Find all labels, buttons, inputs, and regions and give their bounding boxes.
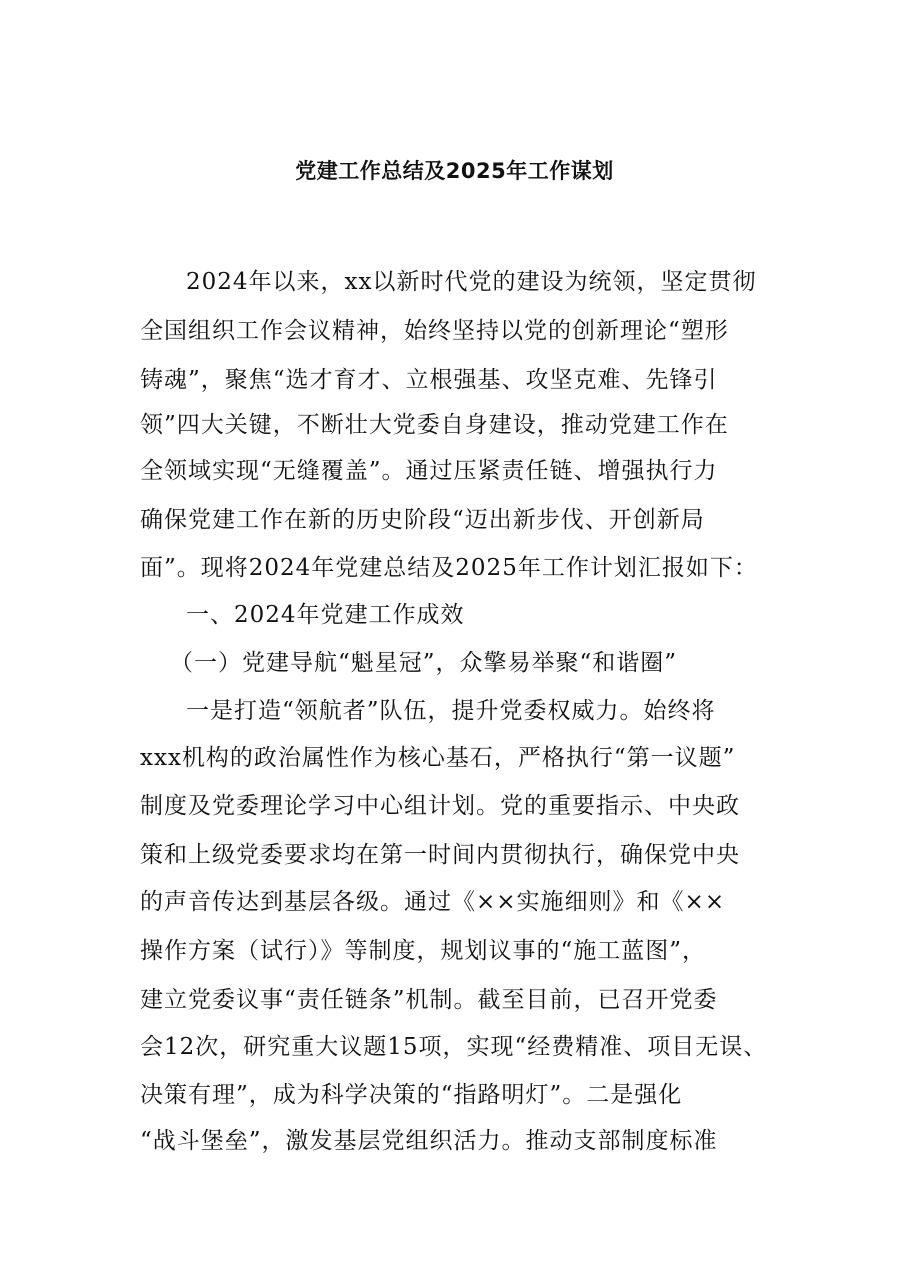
section-heading: 一、2024年党建工作成效: [186, 602, 465, 628]
paragraph-line: 会12次，研究重大议题15项，实现“经费精准、项目无误、: [140, 1034, 768, 1060]
paragraph-line: 铸魂”，聚焦“选才育才、立根强基、攻坚克难、先锋引: [140, 367, 718, 393]
paragraph-line: 策和上级党委要求均在第一时间内贯彻执行，确保党中央: [140, 842, 740, 868]
subsection-heading: （一）党建导航“魁星冠”，众擎易举聚“和谐圈”: [170, 650, 678, 676]
paragraph-line: 确保党建工作在新的历史阶段“迈出新步伐、开创新局: [140, 507, 705, 533]
paragraph-line: 全国组织工作会议精神，始终坚持以党的创新理论“塑形: [140, 318, 729, 344]
paragraph-line: 决策有理”，成为科学决策的“指路明灯”。二是强化: [140, 1082, 683, 1108]
paragraph-line: 制度及党委理论学习中心组计划。党的重要指示、中央政: [140, 793, 740, 819]
document-title: 党建工作总结及2025年工作谋划: [295, 159, 614, 183]
paragraph-line: 面”。现将2024年党建总结及2025年工作计划汇报如下：: [140, 555, 758, 581]
paragraph-line: “战斗堡垒”，激发基层党组织活力。推动支部制度标准: [140, 1128, 718, 1154]
paragraph-line: 操作方案（试行）》等制度，规划议事的“施工蓝图”，: [140, 938, 707, 964]
paragraph-line: 全领域实现“无缝覆盖”。通过压紧责任链、增强执行力: [140, 458, 718, 484]
paragraph-line: xxx机构的政治属性作为核心基石，严格执行“第一议题”: [140, 745, 736, 771]
paragraph-line: 一是打造“领航者”队伍，提升党委权威力。始终将: [186, 698, 716, 724]
paragraph-line: 建立党委议事“责任链条”机制。截至目前，已召开党委: [140, 987, 718, 1013]
paragraph-line: 的声音传达到基层各级。通过《××实施细则》和《××: [140, 889, 726, 915]
paragraph-line: 2024年以来，xx以新时代党的建设为统领，坚定贯彻: [186, 269, 757, 295]
paragraph-line: 领”四大关键，不断壮大党委自身建设，推动党建工作在: [140, 412, 729, 438]
